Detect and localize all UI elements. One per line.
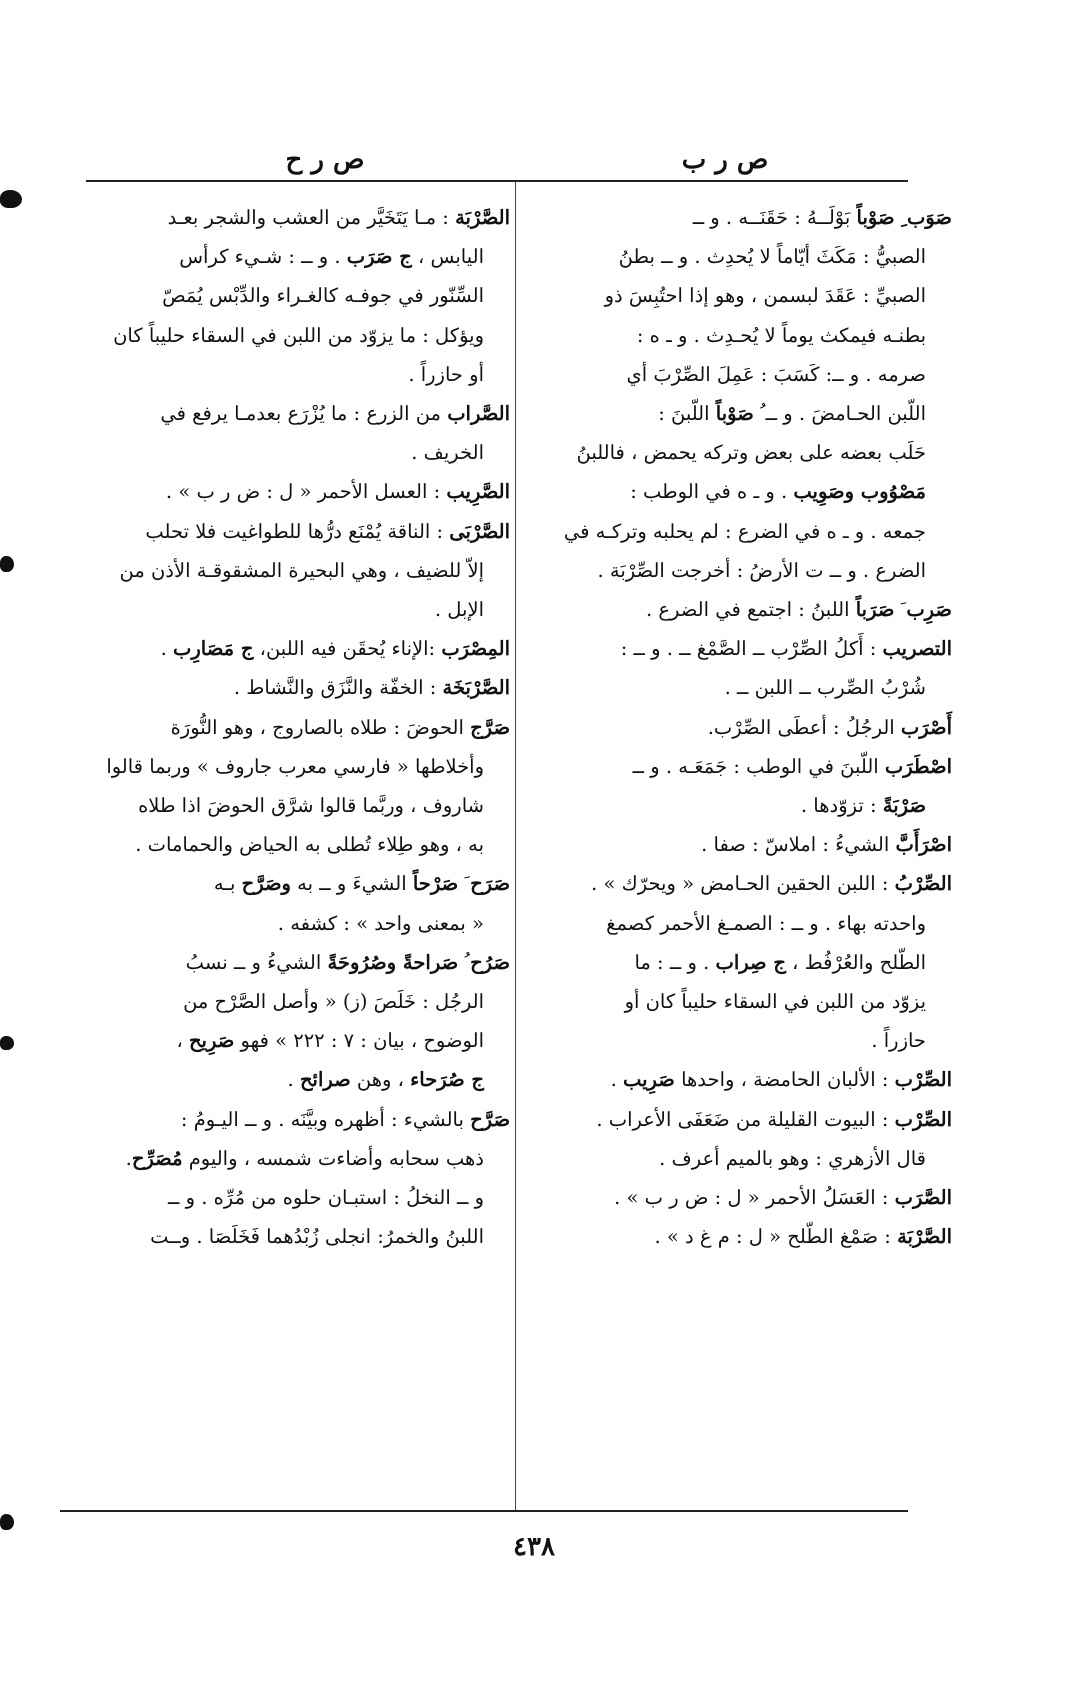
entry-line: الصَّرْبَخَة : الخفّة والنَّزَق والنَّشاط . [233,676,510,700]
dictionary-entry [520,747,952,825]
headword: ج صَرَب [346,245,412,269]
dictionary-entry [520,1060,952,1099]
entry-line: مَصْوُوب وصَوِيب . و ـ ه في الوطب : [630,480,926,504]
entry-line: الصَّرِيب : العسل الأحمر « ل : ض ر ب » . [165,480,510,504]
headword: اصْطَرَب [884,754,952,778]
entry-line: شُرْبُ الصِّرب ــ اللبن ــ . [724,676,926,700]
scan-mark [0,556,14,572]
entry-line: صَرَّح بالشيء : أظهره وبيَّنَه . و ــ اليـومُ : [180,1107,510,1131]
headword: صَرِيب [622,1068,675,1092]
headword: الصَّرْبَة [455,206,510,229]
entry-line: الصَّرْبَة : مـا يَتَخَيَّر من العشب والشجر بعـد [167,206,510,229]
headword: مُصَرِّح [131,1146,183,1170]
page-number: ٤٣٨ [513,1532,555,1562]
entry-line: ويؤكل : ما يزوّد من اللبن في السقاء حليباً كان [113,323,484,347]
entry-line: صَرَح َ صَرْحاً الشيءَ و ــ به وصَرَّح بـه [213,872,510,896]
dictionary-entry [78,1100,510,1257]
headword: مَصْوُوب وصَوِيب [793,480,926,504]
running-head-left: ص ر ح [285,145,365,175]
dictionary-entry [78,629,510,668]
headword: صَوَب ِ صَوْباً [856,206,952,229]
headword: الصَّرْبَى [449,519,510,543]
headword: ج صِراب [715,950,786,974]
entry-line: صَرُح ُ صَراحةً وصُرُوحَةً الشيءُ و ــ نسبُ [185,950,510,974]
entry-line: الضرع . و ــ ت الأرضُ : أخرجت الصِّرْبَة . [597,558,926,582]
entry-line: اصْرَأَبَّ الشيءُ : املاسّ : صفا . [701,833,952,857]
headword: الصَّرِيب [446,480,510,504]
entry-line: الطّلح والعُرْفُط ، ج صِراب . و ــ : ما [634,950,926,974]
entry-line: الصبيُّ : مَكَثَ أيّاماً لا يُحدِث . و ــ بطنُ [618,245,926,269]
dictionary-entry [520,825,952,864]
dictionary-entry [78,708,510,865]
dictionary-entry [78,472,510,511]
headword: صَرْحاً [412,872,459,896]
headword: الصِّرْب [894,1107,952,1131]
headword: التصريب [882,637,952,661]
entry-line: أَصْرَب الرجُلُ : أعطَى الصِّرْب. [707,715,952,739]
entry-line: إلاّ للضيف ، وهي البحيرة المشقوقـة الأذن من [119,558,484,582]
headword: وصَرَّح [241,872,291,896]
headword: ج صُرَحاء [410,1068,484,1092]
entry-line: اللّبن الحـامضَ . و ــ ُ صَوْباً اللّبنَ : [658,402,926,426]
entry-line: و ــ النخلُ : استبـان حلوه من مُرِّه . و ــ [167,1186,484,1210]
headword: أَصْرَب [900,715,952,739]
entry-line: ج صُرَحاء ، وهن صرائح . [287,1068,484,1092]
dictionary-entry [520,198,952,590]
entry-line: اصْطَرَب اللّبنَ في الوطب : جَمَعَـه . و ــ [632,754,952,778]
entry-line: حازراً . [871,1029,926,1053]
dictionary-entry [520,864,952,1060]
entry-line: اليابس ، ج صَرَب . و ــ : شـيء كرأس [179,245,484,269]
entry-line: الصَّرْبَى : الناقة يُمْنَع درُّها للطواغيت فلا تحلب [145,519,510,543]
entry-line: الصَّراب من الزرع : ما يُزْرَع بعدمـا يرفع في [160,402,510,426]
entry-line: شاروف ، وربَّما قالوا شرَّق الحوضَ اذا طلاه [138,794,484,818]
dictionary-entry [78,864,510,942]
entry-line: المِصْرَب :الإناء يُحقَن فيه اللبن، ج مَصَارِب . [160,637,510,661]
entry-line: ذهب سحابه وأضاءت شمسه ، واليوم مُصَرِّح. [125,1146,484,1170]
headword: الصِّرْب [894,1068,952,1092]
headword: صَرَح [470,872,510,896]
entry-line: به ، وهو طِلاء تُطلى به الحياض والحمامات . [135,833,484,857]
entry-line: أو حازراً . [408,362,484,386]
scan-mark [0,1036,14,1050]
entry-line: « بمعنى واحد » : كشفه . [277,911,484,935]
entry-line: التصريب : أَكلُ الصِّرْب ــ الصَّمْغ ــ . و ــ : [620,637,952,661]
dictionary-entry [78,943,510,1100]
scan-mark [0,190,22,208]
entry-line: بطنـه فيمكث يوماً لا يُحـدِث . و ـ ه : [636,323,926,347]
entry-line: الإبل . [434,598,484,622]
entry-line: الصَّرَب : العَسَلُ الأحمر « ل : ض ر ب » . [614,1186,952,1210]
headword: صَرَّج [470,715,510,739]
entry-line: الرجُل : خَلَصَ (ز) « وأصل الصَّرْح من [183,990,484,1014]
headword: صَرْبَةً [882,794,926,818]
headword: صَرُح [470,950,510,974]
entry-line: حَلَب بعضه على بعض وتركه يحمض ، فاللبنُ [576,441,926,465]
headword: الصَّراب [447,402,510,426]
dictionary-entry [520,1100,952,1178]
headword: صَرِيح [188,1029,235,1053]
headword: صرائح [299,1068,351,1092]
dictionary-entry [78,512,510,630]
entry-line: جمعه . و ـ ه في الضرع : لم يحلبه وتركـه في [563,519,926,543]
entry-line: اللبنُ والخمرُ: انجلى زُبْدُهما فَخَلَصَا . وــت [150,1225,484,1249]
entry-line: الصِّرْب : الألبان الحامضة ، واحدها صَرِيب . [610,1068,952,1092]
entry-line: يزوّد من اللبن في السقاء حليباً كان أو [624,990,926,1014]
entry-line: قال الأزهري : وهو بالميم أعرف . [659,1146,926,1170]
headword: المِصْرَب [441,637,510,661]
headword: ج مَصَارِب [173,637,254,661]
entry-line: الصَّرْبَة : صَمْغ الطّلح « ل : م غ د » . [654,1225,952,1249]
entry-line: صَوَب ِ صَوْباً بَوْلَــهُ : حَقَنَــه . و ــ [692,206,952,229]
entry-line: الوضوح ، بيان : ٧ : ٢٢٢ » فهو صَرِيح ، [176,1029,484,1053]
dictionary-entry [520,590,952,629]
entry-line: صرمه . و ــ: كَسَبَ : عَمِلَ الصِّرْبَ أي [626,362,926,386]
entry-line: صَرْبَةً : تزوّدها . [800,794,926,818]
headword: صَرَّح [470,1107,510,1131]
headword: صَوْباً [715,402,754,426]
dictionary-entry [78,668,510,707]
headword: الصَّرَب [894,1186,952,1210]
headword: الصِّرْبُ [894,872,952,896]
dictionary-entry [520,629,952,707]
top-rule [86,180,908,182]
dictionary-entry [78,198,510,394]
headword: اصْرَأَبَّ [895,833,952,857]
bottom-rule [60,1510,908,1512]
running-head-right: ص ر ب [681,145,769,175]
dictionary-entry [520,708,952,747]
right-column [520,198,952,1256]
scan-mark [0,1514,14,1530]
headword: الصَّرْبَة [897,1225,952,1249]
entry-line: الصبيِّ : عَقَدَ لبسمن ، وهو إذا احتُبِسَ ذو [604,284,926,308]
entry-line: السِّنّور في جوفـه كالغـراء والدِّبْس يُمَصّ [162,284,484,308]
headword: الصَّرْبَخَة [442,676,510,700]
entry-line: الصِّرْب : البيوت القليلة من ضَعَفَى الأعراب . [596,1107,952,1131]
dictionary-entry [78,394,510,472]
dictionary-entry [520,1217,952,1256]
entry-line: وأخلاطها « فارسي معرب جاروف » وربما قالوا [106,754,484,778]
headword: صَرِب [906,598,952,622]
dictionary-entry [520,1178,952,1217]
left-column [78,198,510,1256]
entry-line: واحدته بهاء . و ــ : الصمـغ الأحمر كصمغ [606,911,926,935]
entry-line: صَرَّج الحوضَ : طلاه بالصاروج ، وهو النُّورَة [170,715,510,739]
entry-line: صَرِب َ صَرَباً اللبنُ : اجتمع في الضرع . [645,598,952,622]
headword: صَرَباً [855,598,895,622]
entry-line: الصِّرْبُ : اللبن الحقين الحـامض « ويحرّك » . [591,872,952,896]
column-divider [515,182,516,1510]
entry-line: الخريف . [411,441,484,465]
headword: صَراحةً وصُرُوحَةً [327,950,459,974]
